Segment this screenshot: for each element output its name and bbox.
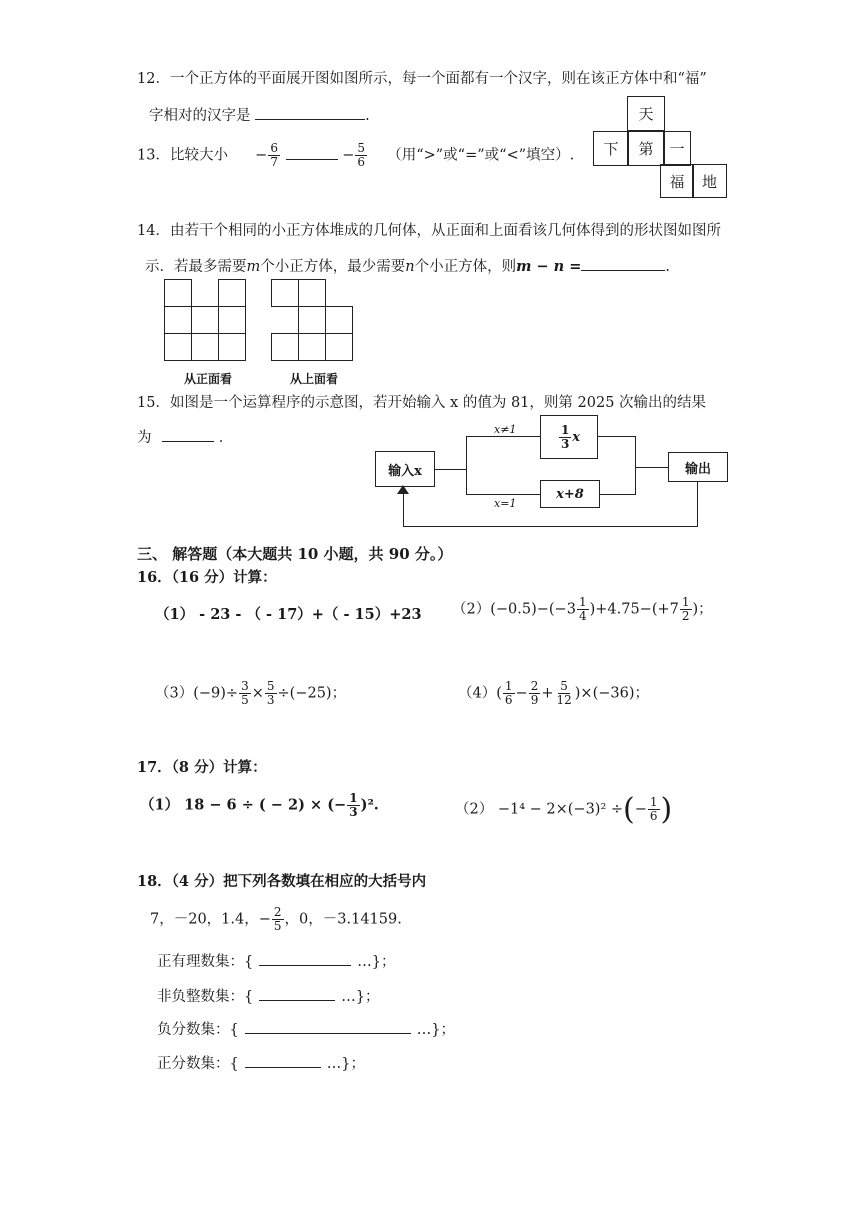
flow-op-var: x	[572, 429, 581, 445]
grid-cell-empty	[272, 307, 299, 334]
front-view-grid	[164, 279, 246, 361]
set-label: 非负整数集：{	[157, 989, 254, 1005]
q15-text-a: 为	[137, 430, 152, 446]
grid-cell	[326, 307, 353, 334]
flow-cond-bottom: x=1	[494, 497, 517, 510]
q13-a-den: 7	[270, 155, 278, 169]
grid-cell	[272, 334, 299, 361]
frac-num: 1	[649, 795, 658, 809]
section-title: 三、 解答题（本大题共 10 小题，共 90 分。）	[137, 545, 453, 563]
flow-line	[600, 494, 636, 495]
flow-line	[466, 494, 540, 495]
grid-cell	[326, 334, 353, 361]
q17-part1	[140, 792, 379, 819]
q14-text-a: 示．若最多需要	[145, 259, 247, 275]
frac-den: 6	[649, 809, 658, 823]
q18-set-positive-fraction	[157, 1052, 365, 1073]
q16-part4	[458, 680, 649, 707]
frac-num: 1	[504, 679, 513, 693]
net-face-de: 地	[692, 164, 727, 198]
flow-output-box: 输出	[668, 452, 728, 482]
q14-expression: m − n =	[516, 258, 582, 275]
flow-line	[598, 436, 636, 437]
q13-line	[137, 142, 574, 169]
q16-p4-frac2	[529, 680, 541, 707]
flow-op-den: 3	[560, 436, 570, 451]
frac-num: 1	[681, 595, 690, 609]
grid-cell	[165, 334, 192, 361]
grid-cell	[165, 280, 192, 307]
set-tail: …}；	[357, 954, 396, 970]
q16-p3-times: ×	[251, 685, 264, 702]
set-tail: …}；	[416, 1022, 455, 1038]
grid-cell	[272, 280, 299, 307]
flow-op-top-box	[540, 415, 598, 459]
frac-num: 3	[241, 679, 249, 693]
grid-cell	[219, 280, 246, 307]
q16-p3-suffix: ÷(−25)；	[277, 685, 347, 702]
q14-var-m: m	[246, 259, 261, 275]
set-tail: …}；	[326, 1056, 365, 1072]
q16-p2-suffix: )；	[692, 601, 713, 618]
grid-cell-empty	[192, 280, 219, 307]
grid-cell	[192, 307, 219, 334]
frac-den: 2	[681, 609, 690, 623]
q14-text-b: 个小正方体，最少需要	[260, 259, 406, 275]
q13-answer-blank[interactable]	[286, 158, 338, 160]
q16-p3-frac2	[265, 680, 277, 707]
q18-numbers	[150, 906, 402, 933]
frac-den: 3	[266, 693, 275, 707]
set-answer-blank[interactable]	[245, 1032, 411, 1034]
net-face-di: 第	[627, 131, 665, 166]
grid-cell-empty	[326, 280, 353, 307]
q16-p4-minus: −	[515, 685, 528, 702]
q16-p2-prefix: （2）(−0.5)−(−3	[452, 601, 576, 618]
flow-op-num: 1	[560, 422, 570, 437]
frac-den: 4	[578, 609, 587, 623]
q18-set-positive-rational	[157, 950, 395, 971]
q15-line1: 15．如图是一个运算程序的示意图，若开始输入 x 的值为 81，则第 2025 次输出的结果	[137, 395, 707, 411]
frac-num: 2	[530, 679, 539, 693]
q18-numbers-b: ，0，－3.14159.	[284, 911, 402, 928]
flow-line	[435, 469, 467, 470]
q17-p1-prefix: （1） 18 − 6 ÷ ( − 2) × (−	[140, 796, 347, 814]
q16-title: 16．（16 分）计算：	[137, 569, 277, 586]
frac-den: 6	[504, 693, 513, 707]
q12-answer-blank[interactable]	[255, 118, 365, 120]
q12-line2-text: 字相对的汉字是	[149, 108, 251, 124]
q17-p2-frac	[648, 796, 660, 823]
q16-p4-frac1	[503, 680, 515, 707]
q15-answer-blank[interactable]	[162, 440, 214, 442]
set-answer-blank[interactable]	[259, 964, 351, 966]
q13-suffix: （用“>”或“=”或“<”填空）.	[387, 147, 575, 164]
grid-cell	[192, 334, 219, 361]
q17-p2-sign: −	[634, 801, 647, 818]
flow-line	[403, 492, 404, 527]
q18-set-nonnegative-integer	[157, 985, 379, 1006]
frac-num: 5	[266, 679, 275, 693]
net-face-yi: 一	[663, 131, 691, 166]
q17-title: 17．（8 分）计算：	[137, 759, 267, 776]
q13-b-sign: −	[342, 147, 355, 164]
q16-p4-suffix: )×(−36)；	[574, 685, 649, 702]
q18-frac	[272, 906, 284, 933]
grid-cell	[299, 280, 326, 307]
q16-p2-mid: )+4.75−(+7	[589, 601, 679, 618]
q14-text-d: .	[665, 259, 671, 275]
q16-p4-frac3	[554, 680, 573, 707]
q14-text-c: 个小正方体，则	[414, 259, 517, 275]
q17-part2: （2） −1⁴ − 2×(−3)² ÷(− $\frac{1}{6}$ )	[455, 792, 673, 827]
q16-p2-frac1	[577, 596, 589, 623]
set-answer-blank[interactable]	[259, 999, 335, 1001]
flow-line	[635, 436, 636, 495]
frac-den: 5	[273, 919, 282, 933]
flow-line	[635, 467, 668, 468]
frac-den: 3	[349, 805, 358, 819]
q18-set-negative-fraction	[157, 1018, 455, 1039]
net-face-tian: 天	[627, 96, 665, 131]
q13-a-num: 6	[270, 141, 278, 155]
set-tail: …}；	[341, 989, 380, 1005]
frac-num: 1	[349, 791, 358, 805]
q17-p1-frac	[347, 792, 359, 819]
grid-cell	[165, 307, 192, 334]
q17-p2-prefix: （2） −1⁴ − 2×(−3)² ÷	[455, 801, 624, 818]
frac-den: 9	[530, 693, 539, 707]
grid-cell	[219, 307, 246, 334]
frac-den: 5	[241, 693, 249, 707]
frac-num: 5	[560, 679, 568, 693]
q14-line2	[145, 255, 670, 276]
q18-numbers-a: 7，－20，1.4，−	[150, 911, 271, 928]
q16-p2-frac2	[680, 596, 692, 623]
flow-line	[466, 436, 467, 494]
q16-p3-frac1	[239, 680, 251, 707]
q13-a-sign: −	[255, 147, 268, 164]
frac-den: 12	[556, 693, 572, 707]
q12-line1: 12．一个正方体的平面展开图如图所示，每一个面都有一个汉字，则在该正方体中和“福”	[137, 71, 707, 87]
q13-b-num: 5	[357, 141, 365, 155]
q16-p3-prefix: （3）(−9)÷	[155, 685, 239, 702]
q16-p4-prefix: （4）(	[458, 685, 502, 702]
flow-op-bottom-box: x+8	[540, 480, 600, 508]
q13-fraction-a	[268, 142, 280, 169]
flow-line	[697, 482, 698, 527]
flow-line	[403, 526, 698, 527]
net-face-fu: 福	[660, 164, 694, 198]
flow-line	[466, 436, 540, 437]
q18-title: 18．（4 分）把下列各数填在相应的大括号内	[137, 873, 427, 890]
q14-var-n: n	[405, 259, 415, 275]
flow-cond-top: x≠1	[494, 423, 517, 436]
q15-text-b: ．	[218, 430, 234, 446]
grid-cell	[299, 307, 326, 334]
flow-input-box: 输入x	[375, 451, 435, 487]
set-label: 正分数集：{	[157, 1056, 239, 1072]
set-label: 负分数集：{	[157, 1022, 239, 1038]
q17-p1-suffix: )².	[360, 796, 379, 814]
grid-cell	[299, 334, 326, 361]
frac-num: 2	[273, 905, 282, 919]
set-label: 正有理数集：{	[157, 954, 254, 970]
flow-arrow-icon	[397, 485, 409, 494]
q16-part1: （1） - 23 - （ - 17）+（ - 15）+23	[155, 606, 422, 623]
top-view-grid	[271, 279, 353, 361]
q16-part3	[155, 680, 346, 707]
q12-line2: 字相对的汉字是 .	[149, 108, 370, 124]
q14-answer-blank[interactable]	[581, 269, 665, 271]
q13-b-den: 6	[357, 155, 365, 169]
q16-part2	[452, 596, 713, 623]
flow-op-fraction	[559, 424, 571, 451]
top-view-caption: 从上面看	[290, 372, 339, 386]
front-view-caption: 从正面看	[184, 372, 233, 386]
q13-prefix: 13．比较大小	[137, 147, 228, 164]
frac-num: 1	[578, 595, 587, 609]
q13-fraction-b	[355, 142, 367, 169]
q14-line1: 14．由若干个相同的小正方体堆成的几何体，从正面和上面看该几何体得到的形状图如图所	[137, 223, 721, 239]
q16-p4-plus: +	[541, 685, 554, 702]
net-face-xia: 下	[593, 131, 629, 166]
q15-line2	[137, 426, 233, 447]
grid-cell	[219, 334, 246, 361]
set-answer-blank[interactable]	[245, 1066, 321, 1068]
